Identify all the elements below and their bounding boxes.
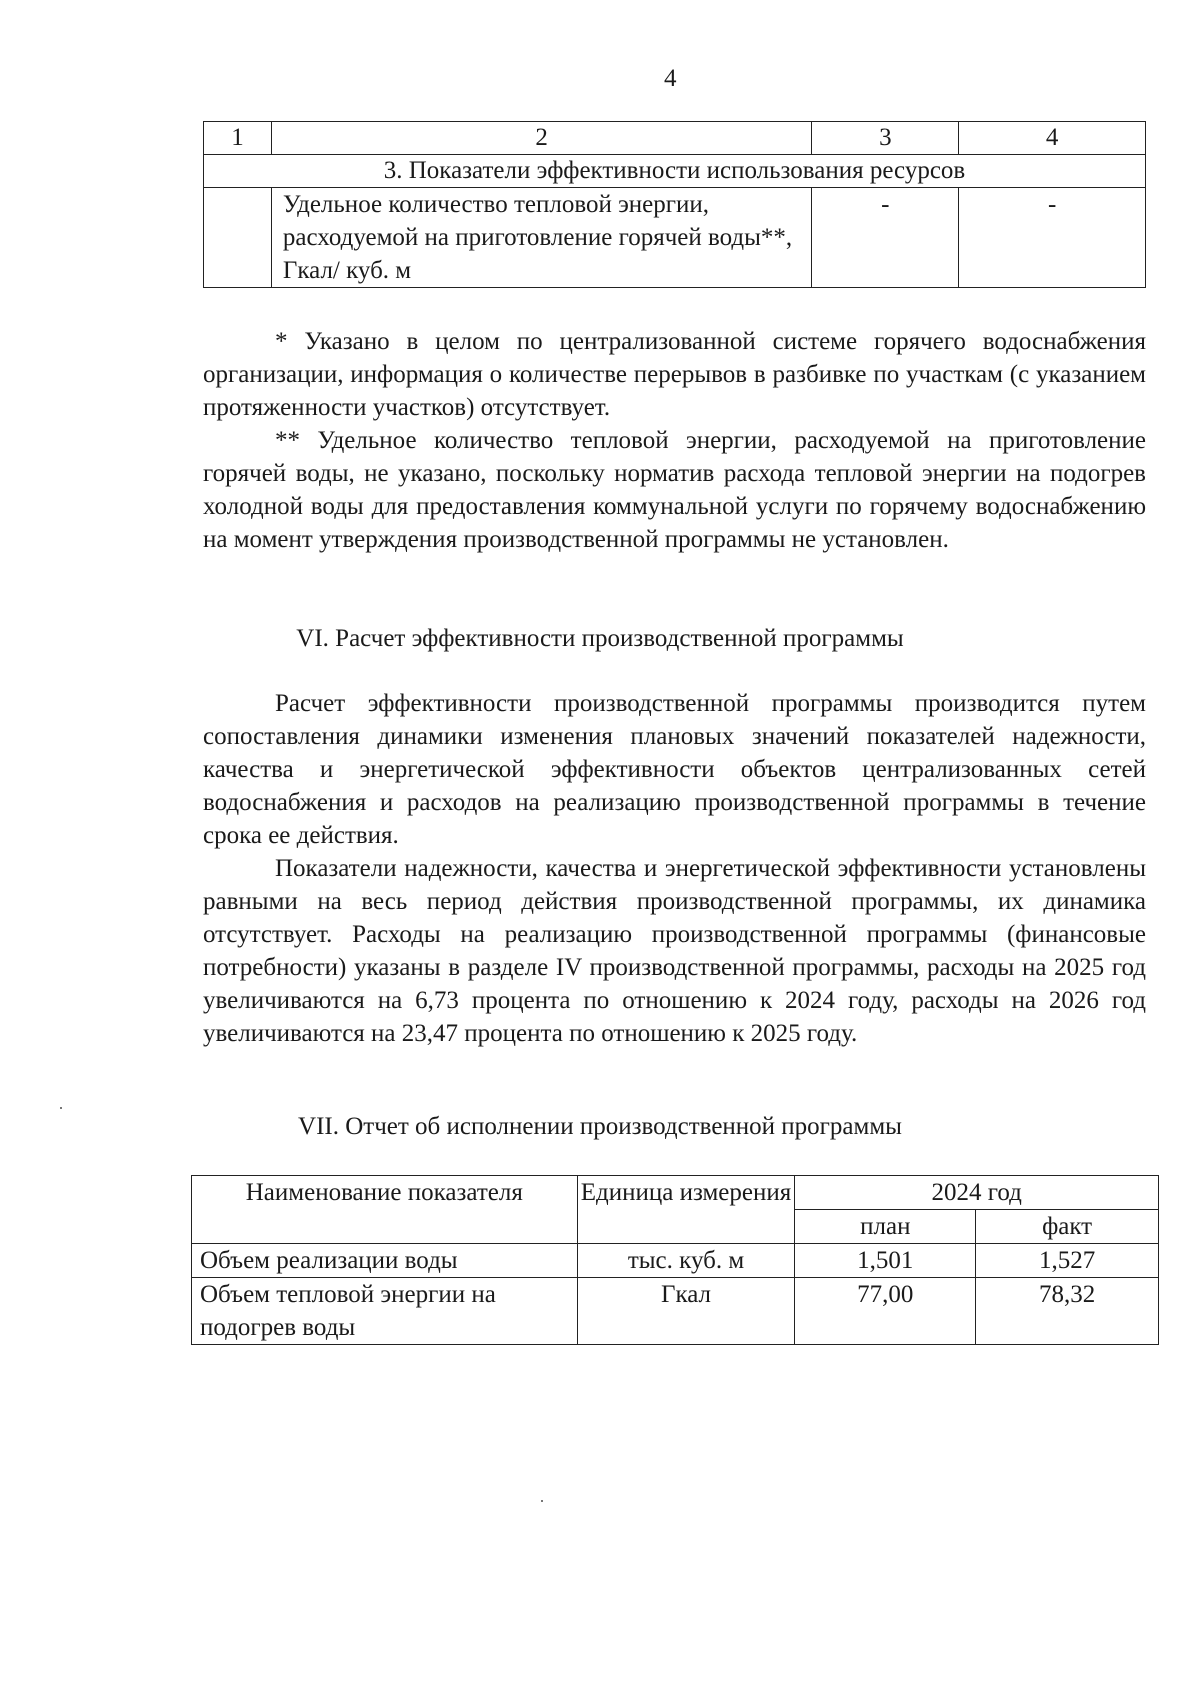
header-unit: Единица измерения	[577, 1176, 795, 1244]
row-fact: 1,527	[976, 1244, 1159, 1278]
row-plan: 1,501	[795, 1244, 976, 1278]
row-unit: Гкал	[577, 1278, 795, 1345]
row-fact: 78,32	[976, 1278, 1159, 1345]
row-name: Объем тепловой энергии на подогрев воды	[192, 1278, 578, 1345]
header-plan: план	[795, 1210, 976, 1244]
row-number-cell	[204, 188, 272, 288]
table-header-row	[204, 122, 1146, 155]
row-name: Объем реализации воды	[192, 1244, 578, 1278]
col-header-4: 4	[959, 122, 1146, 155]
section-6-heading: VI. Расчет эффективности производственной программы	[296, 625, 904, 652]
value-cell-4: -	[959, 188, 1146, 288]
section-title: 3. Показатели эффективности использования ресурсов	[204, 155, 1146, 188]
scan-speck	[541, 1500, 543, 1502]
report-table	[191, 1175, 1159, 1345]
row-plan: 77,00	[795, 1278, 976, 1345]
indicator-name-cell: Удельное количество тепловой энергии, расходуемой на приготовление горячей воды**, Гкал/ куб. м	[271, 188, 811, 288]
scan-speck	[60, 1107, 62, 1109]
table-row	[192, 1278, 1159, 1345]
footnote-1: * Указано в целом по централизованной системе горячего водоснабжения организации, информация о количестве перерывов в разбивке по участкам (с указанием протяженности участков) отсутствует.	[203, 328, 1146, 421]
footnote-2: ** Удельное количество тепловой энергии, расходуемой на приготовление горячей воды, не указано, поскольку норматив расхода тепловой энергии на подогрев холодной воды для предоставления коммунальной услуги по горячему водоснабжению на момент утверждения производственной программы не установлен.	[203, 427, 1146, 553]
header-year: 2024 год	[795, 1176, 1159, 1210]
report-header-row-1	[192, 1176, 1159, 1210]
section-row	[204, 155, 1146, 188]
header-fact: факт	[976, 1210, 1159, 1244]
section-6-paragraph-1: Расчет эффективности производственной программы производится путем сопоставления динамики изменения плановых значений показателей надежности, качества и энергетической эффективности объектов централизованных сетей водоснабжения и расходов на реализацию производственной программы в течение срока ее действия.	[203, 690, 1146, 849]
table-row	[192, 1244, 1159, 1278]
indicators-table	[203, 121, 1146, 288]
document-page: 4 1 2 3 4 3. Показатели эффективности использования ресурсов Удельное количество тепловой энергии, расходуемой на приготовление горячей воды**, Гкал/ куб. м - - * Указано в целом по централизованной системе горячего водоснабжения организации, информация о количестве перерывов в разбивке по участкам (с указанием протяженности участков) отсутствует. ** Удельное количество тепловой энергии, расходуемой на приготовление горячей воды, не указано, поскольку норматив расхода тепловой энергии на подогрев холодной воды для предоставления коммунальной услуги по горячему водоснабжению на момент утверждения производственной программы не установлен. VI. Расчет эффективности производственной программы Расчет эффективности производственной программы производится путем сопоставления динамики изменения плановых значений показателей надежности, качества и энергетической эффективности объектов централизованных сетей водоснабжения и расходов на реализацию производственной программы в течение срока ее действия. Показатели надежности, качества и энергетической эффективности установлены равными на весь период действия производственной программы, их динамика отсутствует. Расходы на реализацию производственной программы (финансовые потребности) указаны в разделе IV производственной программы, расходы на 2025 год увеличиваются на 6,73 процента по отношению к 2024 году, расходы на 2026 год увеличиваются на 23,47 процента по отношению к 2025 году. VII. Отчет об исполнении производственной программы Наименование показателя Единица измерения 2024 год план факт Объем реализации воды тыс. куб. м 1,501 1,527 Объем тепловой энергии на подогрев воды Гкал 77,00 78,32	[0, 0, 1200, 1697]
section-6-paragraph-2: Показатели надежности, качества и энергетической эффективности установлены равными на весь период действия производственной программы, их динамика отсутствует. Расходы на реализацию производственной программы (финансовые потребности) указаны в разделе IV производственной программы, расходы на 2025 год увеличиваются на 6,73 процента по отношению к 2024 году, расходы на 2026 год увеличиваются на 23,47 процента по отношению к 2025 году.	[203, 855, 1146, 1047]
col-header-1: 1	[204, 122, 272, 155]
value-cell-3: -	[812, 188, 959, 288]
header-indicator-name: Наименование показателя	[192, 1176, 578, 1244]
table-row	[204, 188, 1146, 288]
col-header-2: 2	[271, 122, 811, 155]
col-header-3: 3	[812, 122, 959, 155]
section-7-heading: VII. Отчет об исполнении производственной программы	[298, 1113, 902, 1140]
row-unit: тыс. куб. м	[577, 1244, 795, 1278]
